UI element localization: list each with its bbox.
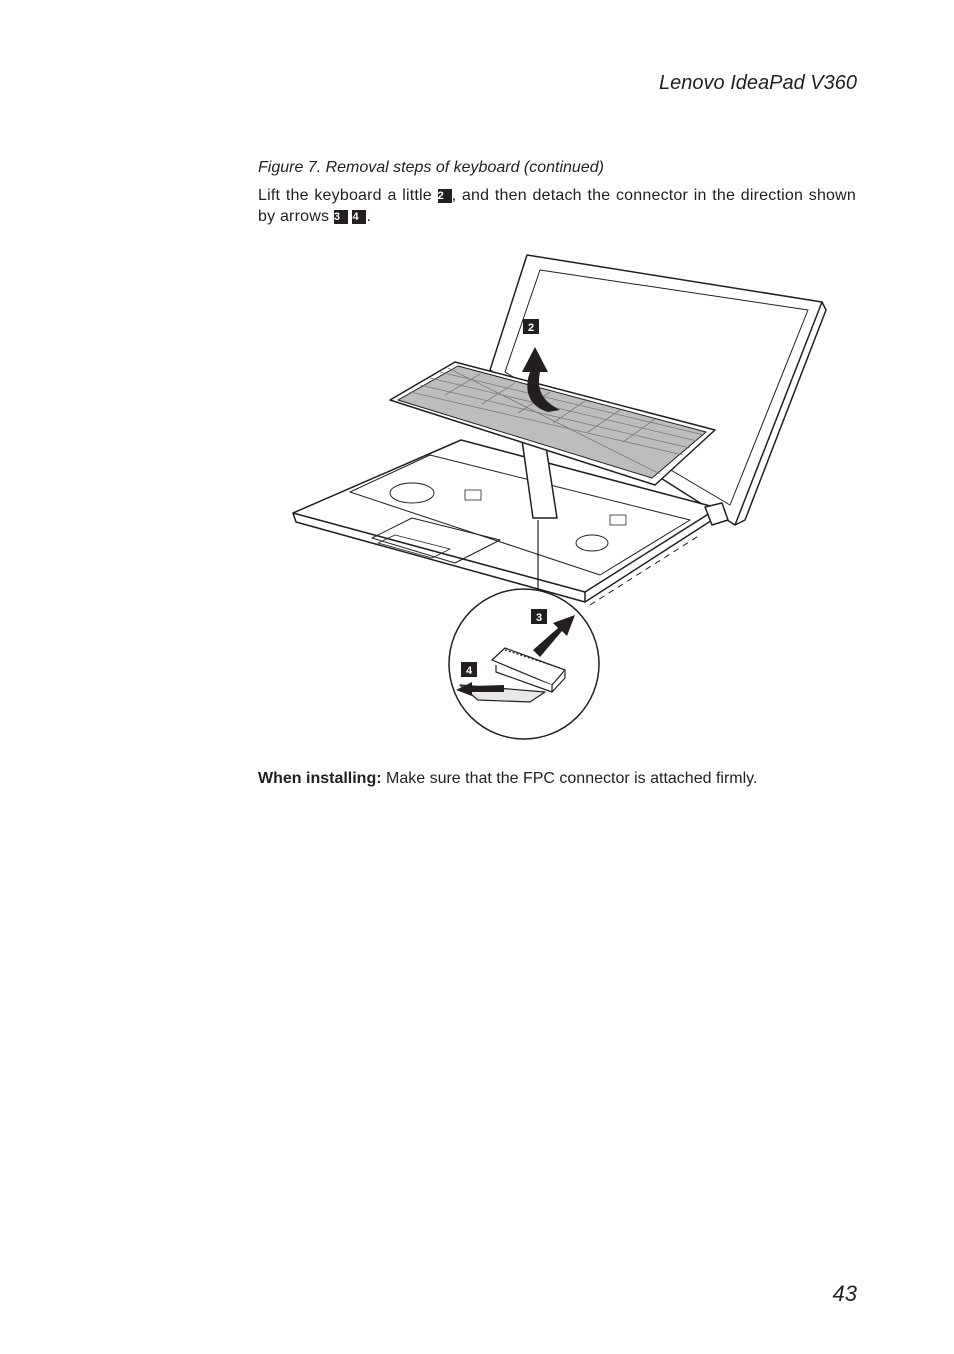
document-header-title: Lenovo IdeaPad V360 — [659, 72, 857, 94]
figure-caption: Figure 7. Removal steps of keyboard (continued) — [258, 159, 604, 176]
callout-3-label: 3 — [535, 612, 543, 624]
install-note-text: Make sure that the FPC connector is attached firmly. — [381, 770, 758, 787]
instruction-text-2: , and then detach the connector in the direction shown by arrows — [258, 187, 856, 225]
instruction-paragraph — [258, 185, 856, 227]
page-number: 43 — [832, 1281, 857, 1306]
step-badge-2: 2 — [438, 189, 452, 203]
step-badge-4: 4 — [352, 210, 366, 224]
install-note — [258, 770, 757, 788]
callout-4-label: 4 — [465, 665, 473, 677]
install-note-label: When installing: — [258, 770, 382, 787]
callout-2-label: 2 — [527, 322, 535, 334]
instruction-text-1: Lift the keyboard a little — [258, 187, 432, 204]
step-badge-3: 3 — [334, 210, 348, 224]
keyboard-removal-illustration — [280, 245, 840, 745]
instruction-text-3: . — [366, 208, 372, 225]
